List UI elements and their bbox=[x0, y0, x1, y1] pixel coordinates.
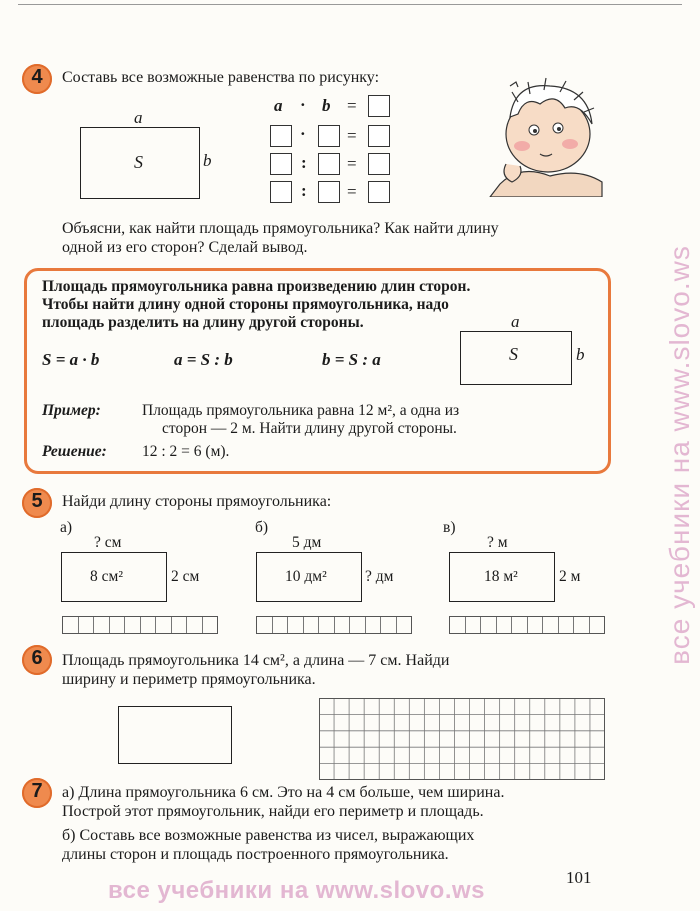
task-6-answer-grid[interactable] bbox=[319, 698, 605, 780]
eq-row2-box1[interactable] bbox=[270, 153, 292, 175]
task-5-number-badge bbox=[22, 488, 52, 518]
eq-row0-a: a bbox=[274, 96, 283, 115]
task-4-title: Составь все возможные равенства по рисунку: bbox=[62, 69, 380, 86]
rule-rect-top-label: a bbox=[511, 312, 520, 331]
task-7-number: 7 bbox=[31, 780, 43, 802]
example-line2: сторон — 2 м. Найти длину другой стороны. bbox=[162, 420, 457, 437]
solution-label: Решение: bbox=[42, 443, 107, 460]
rule-line1: Площадь прямоугольника равна произведению длин сторон. bbox=[42, 278, 471, 295]
task-4-rect-area-label: S bbox=[134, 152, 143, 172]
task-7a-line1: а) Длина прямоугольника 6 см. Это на 4 см больше, чем ширина. bbox=[62, 784, 505, 801]
task-5a-top: ? см bbox=[94, 534, 122, 551]
task-5a-answer-cells[interactable] bbox=[62, 616, 218, 634]
page-number: 101 bbox=[566, 868, 592, 887]
eq-row2-equals: = bbox=[347, 154, 357, 173]
task-4-number-badge bbox=[22, 64, 52, 94]
task-5c-area: 18 м² bbox=[484, 568, 518, 585]
eq-row3-answer-box[interactable] bbox=[368, 181, 390, 203]
rule-formula-area: S = a · b bbox=[42, 350, 100, 369]
task-5c-top: ? м bbox=[487, 534, 508, 551]
task-5b-side: ? дм bbox=[365, 568, 394, 585]
eq-row3-equals: = bbox=[347, 182, 357, 201]
eq-row1-box2[interactable] bbox=[318, 125, 340, 147]
task-5c-answer-cells[interactable] bbox=[449, 616, 605, 634]
rule-line2: Чтобы найти длину одной стороны прямоугольника, надо bbox=[42, 296, 449, 313]
rule-rect-side-label: b bbox=[576, 345, 585, 364]
rule-rect-area-label: S bbox=[509, 344, 518, 364]
task-5c-letter: в) bbox=[443, 519, 456, 536]
eq-row1-op: · bbox=[300, 124, 306, 143]
task-5c-side: 2 м bbox=[559, 568, 581, 585]
example-label: Пример: bbox=[42, 402, 101, 419]
task-5a-letter: а) bbox=[60, 519, 73, 536]
eq-row2-op: : bbox=[301, 153, 307, 172]
example-line1: Площадь прямоугольника равна 12 м², а одна из bbox=[142, 402, 460, 419]
thinking-boy-illustration bbox=[470, 72, 605, 197]
eq-row1-answer-box[interactable] bbox=[368, 125, 390, 147]
rule-line3: площадь разделить на длину другой стороны. bbox=[42, 314, 364, 331]
eq-row1-equals: = bbox=[347, 126, 357, 145]
eq-row3-box1[interactable] bbox=[270, 181, 292, 203]
rule-formula-a: a = S : b bbox=[174, 350, 233, 369]
task-5-title: Найди длину стороны прямоугольника: bbox=[62, 493, 332, 510]
task-6-number-badge bbox=[22, 645, 52, 675]
task-6-line1: Площадь прямоугольника 14 см², а длина — 7 см. Найди bbox=[62, 652, 450, 669]
page-top-edge bbox=[18, 4, 682, 5]
watermark-side: все учебники на www.slovo.ws bbox=[664, 245, 695, 665]
task-4-line1: Объясни, как найти площадь прямоугольника? Как найти длину bbox=[62, 220, 499, 237]
eq-row0-b: b bbox=[322, 96, 331, 115]
task-4-rect-side-label: b bbox=[203, 151, 212, 170]
eq-row3-box2[interactable] bbox=[318, 181, 340, 203]
task-4-line2: одной из его сторон? Сделай вывод. bbox=[62, 239, 308, 256]
task-5b-answer-cells[interactable] bbox=[256, 616, 412, 634]
task-5a-area: 8 см² bbox=[90, 568, 123, 585]
eq-row1-box1[interactable] bbox=[270, 125, 292, 147]
eq-row3-op: : bbox=[301, 181, 307, 200]
task-7-number-badge bbox=[22, 778, 52, 808]
task-4-rect-top-label: a bbox=[134, 108, 143, 127]
eq-row0-dot: · bbox=[300, 95, 306, 114]
rule-formula-b: b = S : a bbox=[322, 350, 381, 369]
eq-row0-equals: = bbox=[347, 96, 357, 115]
solution-text: 12 : 2 = 6 (м). bbox=[142, 443, 230, 460]
task-7a-line2: Построй этот прямоугольник, найди его периметр и площадь. bbox=[62, 803, 484, 820]
task-6-number: 6 bbox=[31, 647, 43, 669]
eq-row2-answer-box[interactable] bbox=[368, 153, 390, 175]
task-7b-line1: б) Составь все возможные равенства из чисел, выражающих bbox=[62, 827, 475, 844]
task-6-rectangle bbox=[118, 706, 232, 764]
task-5a-side: 2 см bbox=[171, 568, 200, 585]
task-4-number: 4 bbox=[31, 66, 43, 88]
task-5b-area: 10 дм² bbox=[285, 568, 327, 585]
task-5b-top: 5 дм bbox=[292, 534, 322, 551]
task-7b-line2: длины сторон и площадь построенного прямоугольника. bbox=[62, 846, 449, 863]
eq-row2-box2[interactable] bbox=[318, 153, 340, 175]
eq-row0-answer-box[interactable] bbox=[368, 95, 390, 117]
watermark-bottom: все учебники на www.slovo.ws bbox=[108, 877, 485, 904]
task-5b-letter: б) bbox=[255, 519, 269, 536]
task-5-number: 5 bbox=[31, 490, 43, 512]
task-6-line2: ширину и периметр прямоугольника. bbox=[62, 671, 316, 688]
